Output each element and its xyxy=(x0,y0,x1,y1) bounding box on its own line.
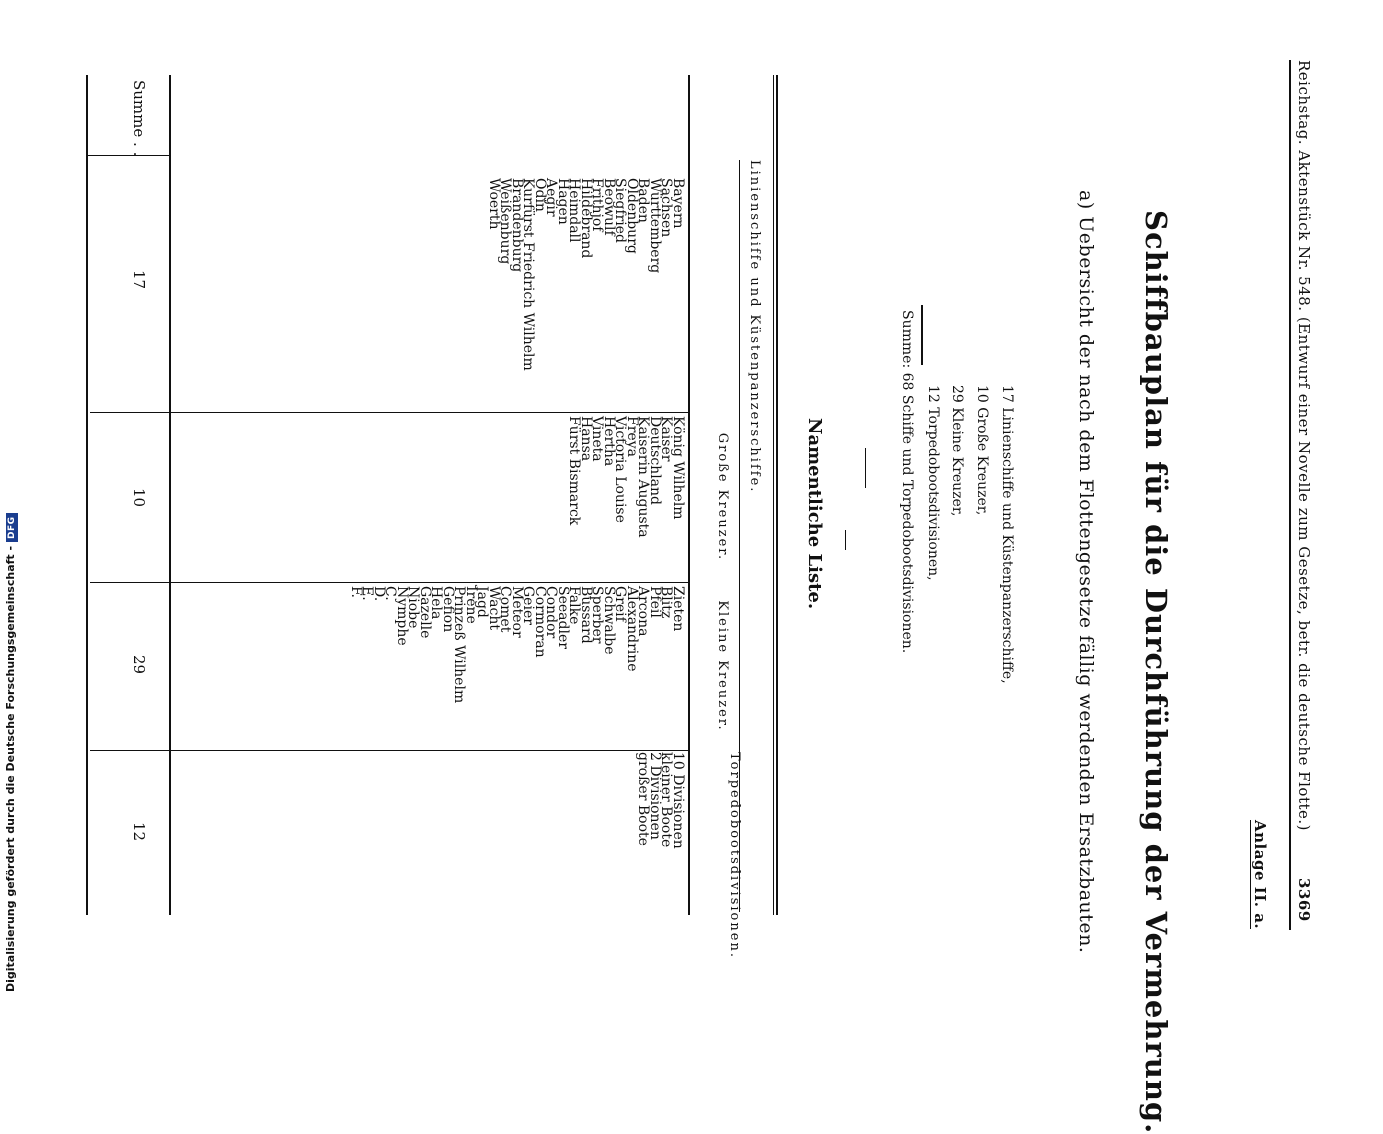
sum-label-divider xyxy=(86,155,171,156)
list-item: Kaiser xyxy=(658,416,675,462)
list-item: Greif xyxy=(612,586,629,622)
list-item: Wacht xyxy=(486,586,502,631)
list-item: Bussard xyxy=(578,586,594,644)
running-head: Reichstag. Aktenstück Nr. 548. (Entwurf einer Novelle zum Gesetze, betr. die deutsche Flotte.) xyxy=(1295,60,1313,831)
list-item: König Wilhelm xyxy=(670,416,686,520)
table-top-rule xyxy=(776,75,778,915)
table-top-rule-inner xyxy=(773,75,774,915)
column-header-battleships xyxy=(743,160,765,494)
list-item: 10 Divisionen xyxy=(670,752,686,849)
column-header-battleships-label: Linienschiffe und Küstenpanzerschiffe. xyxy=(747,160,762,494)
list-item: F. xyxy=(348,586,364,598)
list-item: Bayern xyxy=(670,178,686,229)
list-item: Pfeil xyxy=(647,586,663,618)
list-item: Siegfried xyxy=(612,178,629,243)
list-item: Falke xyxy=(566,586,583,625)
list-item: Hela xyxy=(428,586,445,620)
document-title: Schiffbauplan für die Durchführung der Vermehrung. xyxy=(1139,210,1173,1134)
column-divider-2 xyxy=(90,582,690,583)
sum-label: Summe . . xyxy=(130,80,148,157)
list-item: Gazelle xyxy=(417,586,433,639)
sum-battleships: 17 xyxy=(130,270,148,290)
sum-small-cruisers: 29 xyxy=(130,655,148,675)
column-items-small-cruisers xyxy=(350,586,684,703)
list-item: D. xyxy=(371,586,387,602)
column-items-battleships xyxy=(488,178,684,371)
list-item: Victoria Louise xyxy=(612,416,629,523)
list-item: großer Boote xyxy=(635,752,652,846)
digitization-note xyxy=(4,513,18,992)
column-header-large-cruisers: Große Kreuzer. xyxy=(715,432,730,562)
list-item: Comet xyxy=(497,586,514,633)
list-item: Württemberg xyxy=(647,178,663,274)
list-item: Kaiserin Augusta xyxy=(635,416,652,538)
table-body-bottom-rule xyxy=(169,75,171,915)
column-header-torpedo-divisions: Torpedobootsdivisionen. xyxy=(727,752,742,959)
list-item: Beowulf xyxy=(601,178,617,236)
list-item: Blitz xyxy=(658,586,675,619)
summary-underline xyxy=(921,305,923,365)
list-item: Aegir xyxy=(543,178,560,217)
list-item: Alexandrine xyxy=(624,586,640,672)
list-item: Prinzeß Wilhelm xyxy=(451,586,468,704)
list-item: kleiner Boote xyxy=(658,752,675,848)
list-item: Hildebrand xyxy=(578,178,594,259)
table-header-rule xyxy=(689,75,691,915)
divider-short xyxy=(865,448,866,488)
list-item: Geier xyxy=(520,586,537,625)
list-item: Seeadler xyxy=(555,586,571,649)
column-items-large-cruisers xyxy=(566,416,686,538)
column-divider-3 xyxy=(90,750,690,751)
list-item: Jagd xyxy=(474,586,491,618)
document-subtitle: a) Uebersicht der nach dem Flottengesetze fällig werdenden Ersatzbauten. xyxy=(1075,190,1097,954)
list-item: Hagen xyxy=(555,178,571,225)
list-item: Schwalbe xyxy=(601,586,617,655)
list-item: Fürst Bismarck xyxy=(566,416,583,526)
list-item: Weißenburg xyxy=(497,178,514,265)
digitization-note-text: Digitalisierung gefördert durch die Deutsche Forschungsgemeinschaft - xyxy=(4,545,17,992)
column-divider-1 xyxy=(90,412,690,413)
list-item: Vineta xyxy=(589,416,606,462)
page-number: 3369 xyxy=(1295,878,1313,922)
list-item: Baden xyxy=(635,178,652,223)
dfg-logo: DFG xyxy=(6,513,18,542)
list-item: Oldenburg xyxy=(624,178,640,254)
list-item: Woerth xyxy=(486,178,502,230)
list-item: Hansa xyxy=(578,416,594,462)
summary-line-1: 17 Linienschiffe und Küstenpanzerschiffe, xyxy=(999,385,1015,684)
list-item: Freya xyxy=(624,416,640,457)
list-item: Kurfürst Friedrich Wilhelm xyxy=(520,178,537,371)
list-item: Condor xyxy=(543,586,560,639)
column-items-torpedo-divisions xyxy=(635,752,686,849)
header-rule xyxy=(1289,60,1291,930)
list-item: C. xyxy=(382,586,399,601)
divider-short-2 xyxy=(845,530,846,550)
list-item: Nymphe xyxy=(394,586,410,646)
list-item: E. xyxy=(359,586,376,601)
sum-large-cruisers: 10 xyxy=(130,488,148,508)
list-item: 2 Divisionen xyxy=(647,752,663,840)
column-header-small-cruisers: Kleine Kreuzer. xyxy=(715,600,730,732)
list-item: Sachsen xyxy=(658,178,675,238)
list-item: Heimdall xyxy=(566,178,583,243)
list-item: Deutschland xyxy=(647,416,663,505)
list-item: Cormoran xyxy=(532,586,548,658)
list-item: Zieten xyxy=(670,586,686,632)
table-sum-bottom-rule xyxy=(86,75,88,915)
list-item: Hertha xyxy=(601,416,617,467)
list-item: Arcona xyxy=(635,586,652,637)
sum-torpedo-divisions: 12 xyxy=(130,822,148,842)
list-item: Brandenburg xyxy=(509,178,525,273)
list-item: Odin xyxy=(532,178,548,212)
summary-line-2: 10 Große Kreuzer, xyxy=(974,385,990,516)
list-item: Meteor xyxy=(509,586,525,638)
list-title: Namentliche Liste. xyxy=(804,418,825,610)
summary-total: Summe: 68 Schiffe und Torpedobootsdivisionen. xyxy=(899,310,915,654)
summary-line-4: 12 Torpedobootsdivisionen, xyxy=(925,385,941,581)
list-item: Gefion xyxy=(440,586,456,633)
list-item: Frithjof xyxy=(589,178,606,232)
list-item: Niobe xyxy=(405,586,422,629)
summary-line-3: 29 Kleine Kreuzer, xyxy=(949,385,965,517)
list-item: Sperber xyxy=(589,586,606,644)
annex-label: Anlage II. a. xyxy=(1251,820,1269,930)
list-item: Irene xyxy=(463,586,479,624)
